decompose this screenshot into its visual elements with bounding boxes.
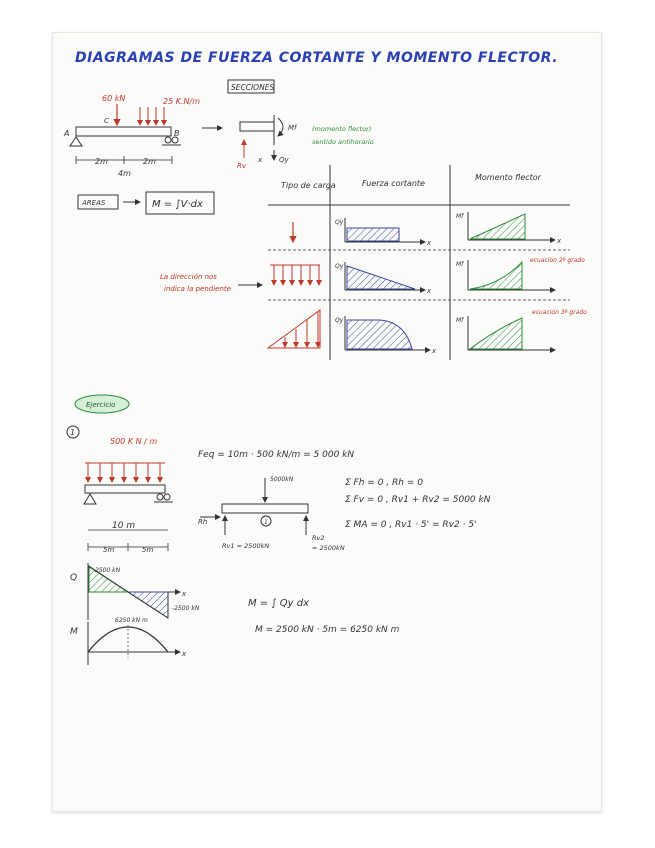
rv1-value: Rv1 = 2500kN bbox=[222, 542, 270, 550]
dim-2-label: 2m bbox=[143, 157, 156, 166]
section-sign-note: sentido antihorario bbox=[312, 138, 374, 146]
load-table bbox=[160, 165, 587, 360]
page-title: DIAGRAMAS DE FUERZA CORTANTE Y MOMENTO FLECTOR. bbox=[75, 50, 559, 66]
moment-result: M = 2500 kN · 5m = 6250 kN m bbox=[255, 625, 400, 635]
eq-fh: Σ Fh = 0 , Rh = 0 bbox=[345, 478, 423, 488]
rh-label: Rh bbox=[198, 518, 208, 526]
exercise-number: 1 bbox=[70, 428, 76, 437]
exercise-m-axis: M bbox=[70, 627, 78, 637]
exercise-q-axis: Q bbox=[70, 573, 78, 583]
feq-equation: Feq = 10m · 500 kN/m = 5 000 kN bbox=[198, 450, 355, 460]
dim-1-label: 2m bbox=[95, 157, 108, 166]
shear-bottom-label: -2500 kN bbox=[172, 605, 200, 612]
exercise-length: 10 m bbox=[112, 521, 136, 531]
row3-q-axis: Qy bbox=[335, 317, 344, 324]
load-point-label: 60 kN bbox=[102, 94, 126, 103]
col-load-header: Tipo de carga bbox=[281, 181, 336, 190]
col-shear-header: Fuerza cortante bbox=[362, 179, 425, 188]
row1-mx-axis: x bbox=[557, 237, 562, 245]
section-number: 1 bbox=[264, 519, 268, 526]
row2-m-axis: Mf bbox=[456, 261, 464, 268]
support-a-label: A bbox=[64, 129, 70, 138]
secciones-label: SECCIONES bbox=[231, 83, 275, 92]
exercise-load-label: 500 K N / m bbox=[110, 437, 158, 446]
row1-q-axis: Qy bbox=[335, 219, 344, 226]
formula-text: M = ∫V·dx bbox=[152, 199, 203, 210]
section-q-label: Qy bbox=[279, 156, 289, 164]
ejercicio-label: Ejercicio bbox=[86, 401, 116, 409]
row3-m-axis: Mf bbox=[456, 317, 464, 324]
exercise-calculations bbox=[198, 450, 491, 635]
rv2-value: = 2500kN bbox=[312, 544, 345, 552]
section-x-label: x bbox=[258, 156, 263, 164]
beam-top-figure bbox=[63, 94, 200, 178]
row3-x-axis: x bbox=[432, 347, 437, 355]
row2-note: ecuación 2º grado bbox=[530, 257, 585, 264]
section-mf-label: Mf bbox=[288, 124, 297, 132]
exercise-half-1: 5m bbox=[103, 546, 115, 554]
exercise-half-2: 5m bbox=[142, 546, 154, 554]
row1-m-axis: Mf bbox=[456, 213, 464, 220]
eq-fv: Σ Fv = 0 , Rv1 + Rv2 = 5000 kN bbox=[345, 495, 491, 505]
support-b-label: B bbox=[174, 129, 180, 138]
moment-integral: M = ∫ Qy dx bbox=[248, 598, 309, 609]
moment-x-axis: x bbox=[182, 650, 187, 658]
section-moment-note: (momento flector) bbox=[312, 125, 372, 133]
dim-total-label: 4m bbox=[118, 169, 131, 178]
row2-x-axis: x bbox=[427, 287, 432, 295]
shear-top-label: 2500 kN bbox=[95, 567, 121, 574]
shear-x-axis: x bbox=[182, 590, 187, 598]
load-dist-label: 25 K.N/m bbox=[163, 97, 200, 106]
areas-label: AREAS bbox=[82, 199, 106, 207]
direction-note-1: La dirección nos bbox=[160, 273, 217, 281]
direction-note-2: indica la pendiente bbox=[164, 285, 231, 293]
point-c-label: C bbox=[104, 117, 109, 125]
row1-x-axis: x bbox=[427, 239, 432, 247]
section-sketch bbox=[237, 115, 374, 170]
col-moment-header: Momento flector bbox=[475, 173, 541, 182]
section-rv-label: Rv bbox=[237, 162, 247, 170]
resultant-label: 5000kN bbox=[270, 476, 294, 483]
eq-ma: Σ MA = 0 , Rv1 · 5' = Rv2 · 5' bbox=[345, 520, 477, 530]
row3-note: ecuación 3º grado bbox=[532, 309, 587, 316]
exercise-figure bbox=[67, 426, 200, 665]
moment-max-label: 6250 kN m bbox=[115, 617, 148, 624]
row2-q-axis: Qy bbox=[335, 263, 344, 270]
rv2-label: Rv2 bbox=[312, 534, 325, 542]
